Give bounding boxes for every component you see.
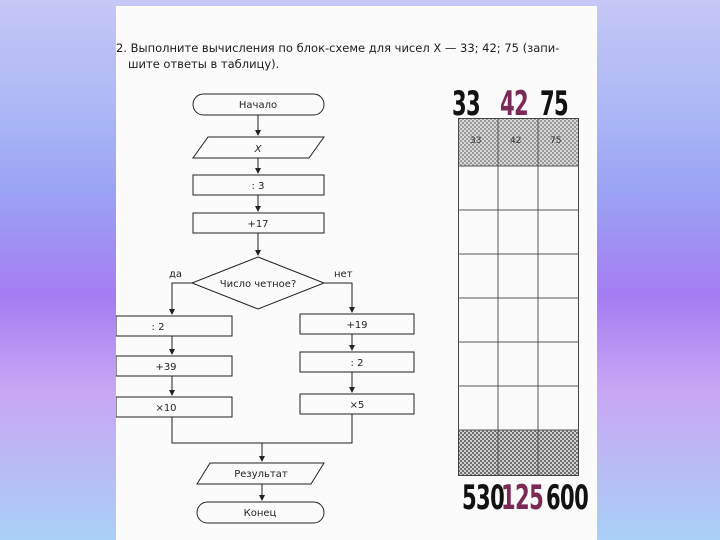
input-label: X — [254, 144, 262, 155]
right-times-5-label: ×5 — [349, 400, 365, 411]
task-number: 2. — [116, 41, 127, 55]
task-line-1: Выполните вычисления по блок-схеме для чисел X — 33; 42; 75 (запи- — [130, 41, 560, 55]
yes-label: да — [168, 269, 182, 280]
table-header-cell: 33 — [470, 136, 482, 146]
end-label: Конец — [243, 508, 277, 519]
left-div-2-label: : 2 — [151, 322, 165, 333]
answer-table-grid — [458, 118, 579, 476]
right-plus-19-label: +19 — [346, 320, 368, 331]
plus-17-label: +17 — [247, 219, 269, 230]
divide-3-label: : 3 — [251, 181, 265, 192]
table-footer-shading — [458, 430, 579, 476]
answer-table — [458, 118, 579, 476]
task-line-2: шите ответы в таблицу). — [128, 57, 280, 71]
start-label: Начало — [238, 100, 278, 111]
big-result-530: 530 — [462, 478, 505, 518]
big-input-75: 75 — [540, 84, 569, 124]
big-result-600: 600 — [546, 478, 589, 518]
right-div-2-label: : 2 — [350, 358, 364, 369]
decision-label: Число четное? — [219, 279, 297, 290]
left-plus-39-label: +39 — [155, 362, 177, 373]
left-times-10-label: ×10 — [155, 403, 177, 414]
result-label: Результат — [234, 469, 288, 480]
no-label: нет — [334, 269, 353, 280]
big-result-125: 125 — [501, 478, 544, 518]
big-input-33: 33 — [452, 84, 481, 124]
left-div-2-block — [116, 316, 232, 336]
big-input-42: 42 — [500, 84, 529, 124]
table-header-cell: 75 — [550, 136, 562, 146]
table-header-cell: 42 — [510, 136, 522, 146]
